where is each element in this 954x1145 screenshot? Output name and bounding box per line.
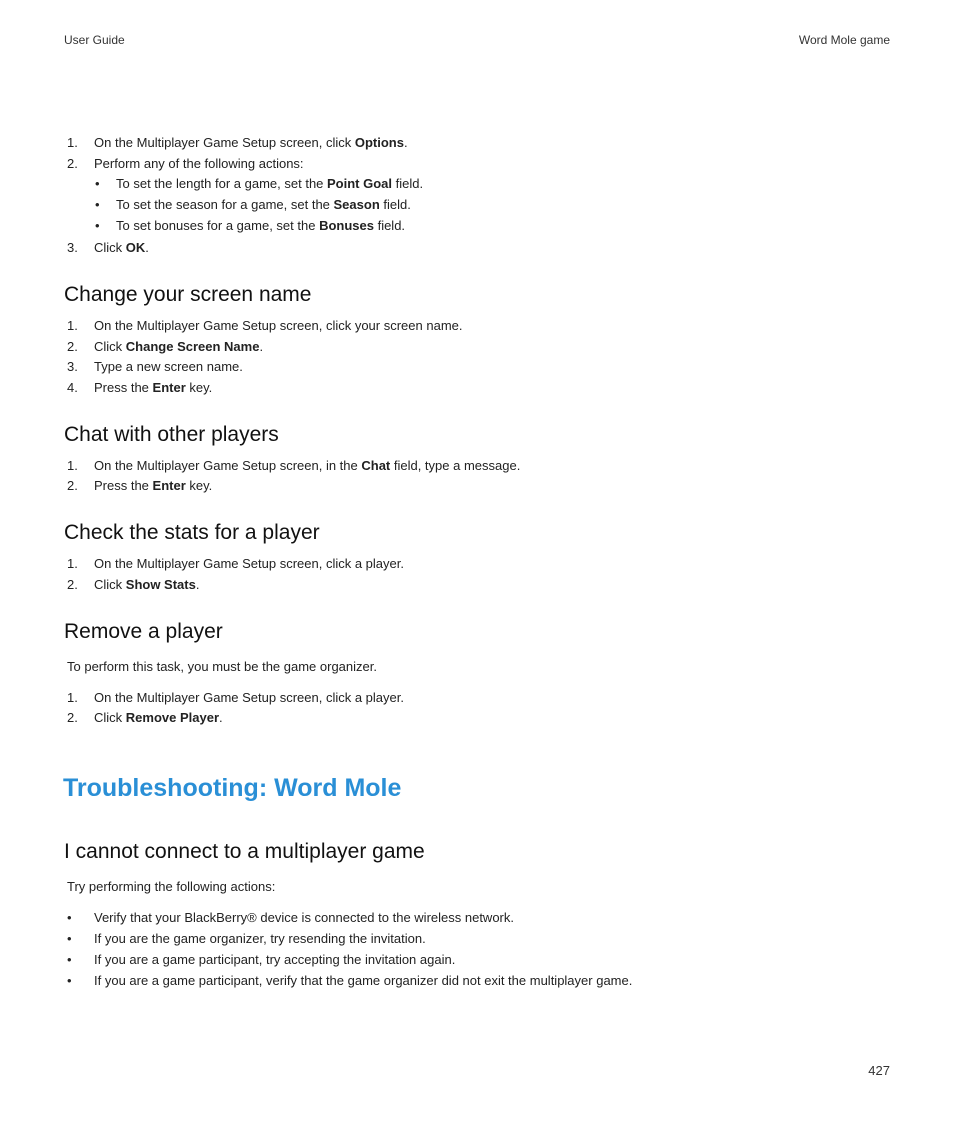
- ui-term: Point Goal: [327, 176, 393, 191]
- heading-change-screen-name: Change your screen name: [64, 283, 312, 306]
- text-run: On the Multiplayer Game Setup screen, click a player.: [94, 556, 404, 571]
- text-run: Type a new screen name.: [94, 359, 243, 374]
- text-run: Press the: [94, 478, 153, 493]
- remove-note: To perform this task, you must be the game organizer.: [67, 659, 377, 674]
- text-run: On the Multiplayer Game Setup screen, in the: [94, 458, 362, 473]
- ui-term: Season: [333, 197, 380, 212]
- step-text: [94, 135, 408, 151]
- step-text: [94, 339, 263, 355]
- text-run: Click: [94, 240, 126, 255]
- ui-term: Options: [354, 135, 404, 150]
- text-run: field, type a message.: [390, 458, 521, 473]
- step-text: [94, 458, 520, 474]
- ui-term: Enter: [152, 380, 186, 395]
- ui-term: Remove Player: [125, 710, 220, 725]
- ui-term: Bonuses: [319, 218, 374, 233]
- heading-chat: Chat with other players: [64, 423, 279, 446]
- heading-troubleshooting: Troubleshooting: Word Mole: [63, 774, 402, 802]
- text-run: key.: [185, 380, 213, 395]
- text-run: To set the season for a game, set the: [116, 197, 334, 212]
- step-text: [94, 710, 223, 726]
- step-text: [94, 690, 404, 706]
- ui-term: Enter: [152, 478, 186, 493]
- text-run: field.: [379, 197, 411, 212]
- step-text: [94, 577, 199, 593]
- text-run: key.: [185, 478, 213, 493]
- text-run: Click: [94, 339, 126, 354]
- page-number: 427: [868, 1063, 890, 1078]
- heading-check-stats: Check the stats for a player: [64, 521, 320, 544]
- step-text: [94, 156, 304, 172]
- substep-text: [116, 197, 411, 213]
- running-header-left: User Guide: [64, 33, 125, 47]
- text-run: .: [259, 339, 264, 354]
- text-run: field.: [392, 176, 424, 191]
- text-run: Press the: [94, 380, 153, 395]
- text-run: field.: [373, 218, 406, 233]
- step-text: [94, 380, 212, 396]
- step-text: [94, 556, 404, 572]
- substep-text: [116, 176, 423, 192]
- text-run: .: [145, 240, 149, 255]
- text-run: Perform any of the following actions:: [94, 156, 304, 171]
- running-header-right: Word Mole game: [798, 33, 890, 47]
- heading-remove-player: Remove a player: [64, 620, 223, 643]
- ui-term: Chat: [361, 458, 391, 473]
- ui-term: OK: [125, 240, 146, 255]
- text-run: On the Multiplayer Game Setup screen, click your screen name.: [94, 318, 463, 333]
- step-text: [94, 478, 212, 494]
- step-text: [94, 240, 149, 256]
- text-run: On the Multiplayer Game Setup screen, click a player.: [94, 690, 404, 705]
- text-run: Click: [94, 577, 126, 592]
- text-run: To set the length for a game, set the: [116, 176, 328, 191]
- text-run: To set bonuses for a game, set the: [116, 218, 320, 233]
- text-run: .: [219, 710, 223, 725]
- step-text: [94, 318, 463, 334]
- heading-cannot-connect: I cannot connect to a multiplayer game: [64, 840, 425, 863]
- text-run: .: [195, 577, 200, 592]
- ui-term: Show Stats: [125, 577, 196, 592]
- step-text: [94, 359, 243, 375]
- text-run: On the Multiplayer Game Setup screen, click: [94, 135, 355, 150]
- ui-term: Change Screen Name: [125, 339, 260, 354]
- substep-text: [116, 218, 405, 234]
- troubleshoot-note: Try performing the following actions:: [67, 879, 276, 894]
- text-run: .: [403, 135, 408, 150]
- text-run: Click: [94, 710, 126, 725]
